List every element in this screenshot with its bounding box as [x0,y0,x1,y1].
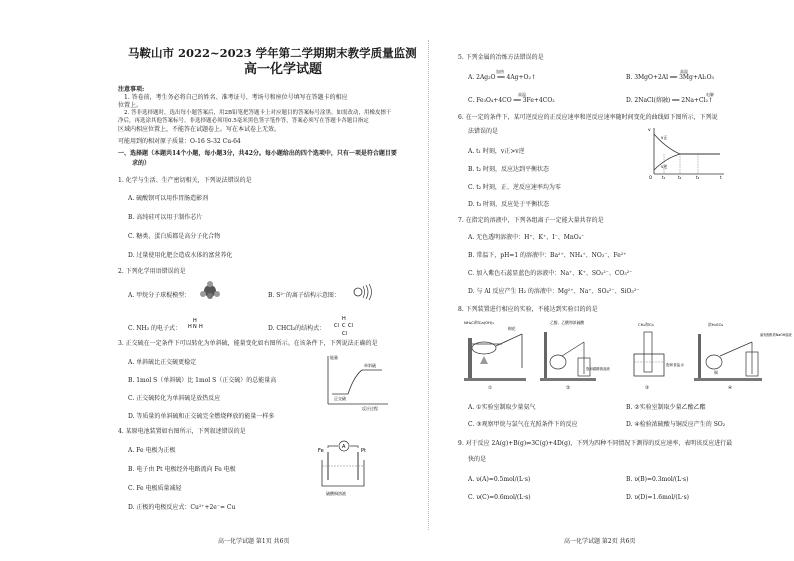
notice-line: 净后，再选涂其他答案标号。非选择题必须用0.5毫米黑色签字笔作答，答案必须写在答题卡各题目指定 [118,118,369,124]
fig-label: 硫酸铜溶液 [326,491,346,496]
svg-text:Cl: Cl [348,323,353,329]
q6-stem-cont: 法错误的是 [468,128,499,135]
q9-stem-cont: 快的是 [468,456,487,463]
q8-stem: 8. 下列装置进行相应的实验，不能达到实验目的的是 [458,306,598,313]
q2-option-d: D. CHCl₃的结构式： [268,325,326,332]
q3-option-a: A. 单斜硫比正交硫更稳定 [128,359,197,366]
fig-label: ② [566,386,571,391]
q9-option-d: D. υ(D)=1.6mol/(L·s) [626,494,690,501]
notice-line: 2. 答非选择题时，选出每小题答案后，用2B铅笔把答题卡上对应题目的答案标号涂黑。如需改动，用橡皮擦干 [124,110,392,116]
q8-option-d: D. ④检验浓硫酸与铜反应产生的 SO₂ [626,421,726,428]
fig-label: A [342,444,346,450]
fig-label: ③ [645,386,650,391]
q3-option-b: B. 1mol S（单斜硫）比 1mol S（正交硫）的总能量高 [128,377,277,384]
fig-label: t [720,175,722,180]
svg-text:H: H [342,316,346,322]
energy-diagram [322,352,392,412]
galvanic-cell-diagram [314,440,374,498]
svg-text:Cl: Cl [334,323,339,329]
atomic-mass: 可能用到的相对原子质量：O-16 S-32 Cu-64 [118,138,241,145]
q8-option-b: B. ②实验室制取少量乙酸乙酯 [626,404,706,411]
fig-label: 滴有酚酞的NaOH溶液 [760,333,792,337]
exam-subtitle: 高一化学试题 [244,62,323,77]
page-footer: 高一化学试题 第1页 共6页 [218,538,290,545]
q3-option-d: D. 等质量的单斜硫和正交硫完全燃烧释放的能量一样多 [128,413,275,420]
fig-label: v逆 [661,164,668,169]
q4-option-d: D. 正极的电极反应式：Cu²⁺+2e⁻= Cu [128,504,236,511]
q2-stem: 2. 下列化学用语错误的是 [118,268,186,275]
q5-cond-b: 高温 [680,69,688,74]
q1-option-d: D. 过量使用化肥会造成水体的富营养化 [128,252,233,259]
q3-stem: 3. 正交硫在一定条件下可以转化为单斜硫，能量变化如右图所示。在该条件下，下列说法正确的是 [118,340,378,347]
q6-option-a: A. t₁ 时刻，v正>v逆 [468,148,525,155]
q7-stem: 7. 在指定的溶液中，下列各组离子一定能大量共存的是 [458,217,604,224]
notice-heading: 注意事项: [118,86,145,93]
q4-option-c: C. Fe 电极质量减轻 [128,485,182,492]
q7-option-c: C. 加入紫色石蕊显蓝色的溶液中：Na⁺、K⁺、SO₃²⁻、CO₃²⁻ [468,270,633,277]
notice-line: 位置上。 [118,102,143,109]
q2-option-a: A. 甲烷分子球棍模型： [128,292,191,299]
q7-option-b: B. 常温下，pH=1 的溶液中：Ba²⁺、NH₄⁺、NO₃⁻、Fe²⁺ [468,252,627,259]
fig-label: t₂ [678,175,682,180]
fig-label: Fe [318,448,324,454]
page-footer: 高一化学试题 第2页 共6页 [564,538,636,545]
q5-option-b: B. 3MgO+2Al ══ 3Mg+Al₂O₃ [626,74,714,81]
q2-option-b: B. S²⁻的离子结构示意图： [268,292,340,299]
notice-line: 区域内相应位置上，不能答在试题卷上。写在本试卷上无效。 [118,126,281,133]
fig-label: ④ [728,386,733,391]
q1-option-a: A. 硫酸钡可以用作胃肠造影剂 [128,195,209,202]
q5-option-c: C. Fe₃O₄+4CO ══ 3Fe+4CO₂ [468,97,555,104]
fig-label: 单斜硫 [364,363,376,368]
svg-text:N: N [193,324,197,330]
q2-option-c: C. NH₃ 的电子式： [128,325,181,332]
svg-text:H: H [199,324,203,330]
fig-label: 能量 [330,355,338,360]
q6-option-d: D. t₃ 时刻，反应处于平衡状态 [468,201,550,208]
q4-option-a: A. Fe 电极为正极 [128,447,176,454]
fig-label: t₃ [696,175,700,180]
fig-label: 乙醇、乙酸和浓硫酸 [550,320,585,325]
apparatus-1 [464,320,526,391]
ion-structure-icon [352,283,374,301]
q5-option-d: D. 2NaCl(熔融) ══ 2Na+Cl₂↑ [626,97,713,104]
svg-text:H: H [188,324,192,330]
fig-label: ① [488,386,493,391]
methane-model-icon [200,281,220,299]
q9-stem: 9. 对于反应 2A(g)+B(g)⇌3C(g)+4D(g)，下列为四种不同情况下测得的反应速率，表明该反应进行最 [458,440,733,447]
apparatus-diagram [462,318,792,391]
fig-label: 反应过程 [362,406,378,411]
fig-label: 饱和碳酸钠溶液 [586,367,610,371]
fig-label: NH₄Cl和Ca(OH)₂ [464,320,495,325]
fig-label: O [649,175,653,180]
q5-cond-a: 加热 [496,69,504,74]
q9-option-c: C. υ(C)=0.6mol/(L·s) [468,494,531,501]
q5-stem: 5. 下列金属的冶炼方法错误的是 [458,54,544,61]
fig-label: 棉花 [508,326,516,331]
apparatus-4 [694,322,792,391]
q9-option-b: B. υ(B)=0.3mol/(L·s) [626,476,689,483]
q6-stem: 6. 在一定的条件下，某可逆反应的正反应速率和逆反应速率随时间变化的曲线如下图所示，下列说 [458,114,718,121]
q7-option-a: A. 无色透明溶液中：H⁺、K⁺、I⁻、MnO₄⁻ [468,234,585,241]
electron-formula-icon [186,316,206,336]
q5-cond-d: 电解 [706,92,714,97]
q4-stem: 4. 某原电池装置如右图所示，下列叙述错误的是 [118,428,246,435]
fig-label: v [648,128,651,133]
q8-option-a: A. ①实验室制取少量氨气 [468,404,536,411]
fig-label: 正交硫 [334,396,346,401]
q3-option-c: C. 正交硫转化为单斜硫是放热反应 [128,395,221,402]
fig-label: Pt [361,448,366,454]
svg-text:Cl: Cl [342,331,347,337]
fig-label: t₁ [662,175,666,180]
fig-label: 浓H₂SO₄ [708,322,724,327]
q6-option-c: C. t₂ 时刻，正、逆反应速率均为零 [468,184,561,191]
svg-text:C: C [342,323,346,329]
fig-label: 饱和食盐水 [666,363,684,367]
section-heading-cont: 求的） [132,160,151,167]
apparatus-2 [540,320,610,391]
q4-option-b: B. 电子由 Pt 电极经外电路流向 Fe 电极 [128,466,236,473]
fig-label: v正 [661,135,668,140]
page-divider [428,40,429,530]
section-heading: 一、选择题（本题共14个小题，每小题3分，共42分。每小题给出的四个选项中，只有一项是符合题目要 [118,150,397,157]
svg-text:H: H [193,318,197,324]
q1-stem: 1. 化学与生活、生产密切相关，下列说法错误的是 [118,177,252,184]
apparatus-3 [634,322,684,391]
q8-option-c: C. ③观察甲烷与氯气在光照条件下的反应 [468,421,578,428]
fig-label: CH₄和Cl₂ [638,322,655,327]
fig-label: 铜 [714,370,718,375]
q7-option-d: D. 与 Al 反应产生 H₂ 的溶液中：Mg²⁺、Na⁺、SO₄²⁻、SiO₃²⁻ [468,288,640,295]
right-page [436,0,794,561]
q1-option-b: B. 高纯硅可以用于制作芯片 [128,214,203,221]
q1-option-c: C. 糖类、蛋白质都是高分子化合物 [128,233,221,240]
exam-title: 马鞍山市 2022~2023 学年第二学期期末教学质量监测 [128,46,417,60]
q9-option-a: A. υ(A)=0.5mol/(L·s) [468,476,531,483]
notice-line: 1. 答卷前，考生务必将自己的姓名、准考证号、考场号和座位号填写在答题卡的相应 [124,94,348,101]
q5-option-a: A. 2Ag₂O ══ 4Ag+O₂↑ [468,74,536,81]
structural-formula-icon [332,314,356,338]
rate-time-graph [644,124,726,180]
q6-option-b: B. t₂ 时刻，反应达到平衡状态 [468,166,549,173]
q5-cond-c: 高温 [518,92,526,97]
